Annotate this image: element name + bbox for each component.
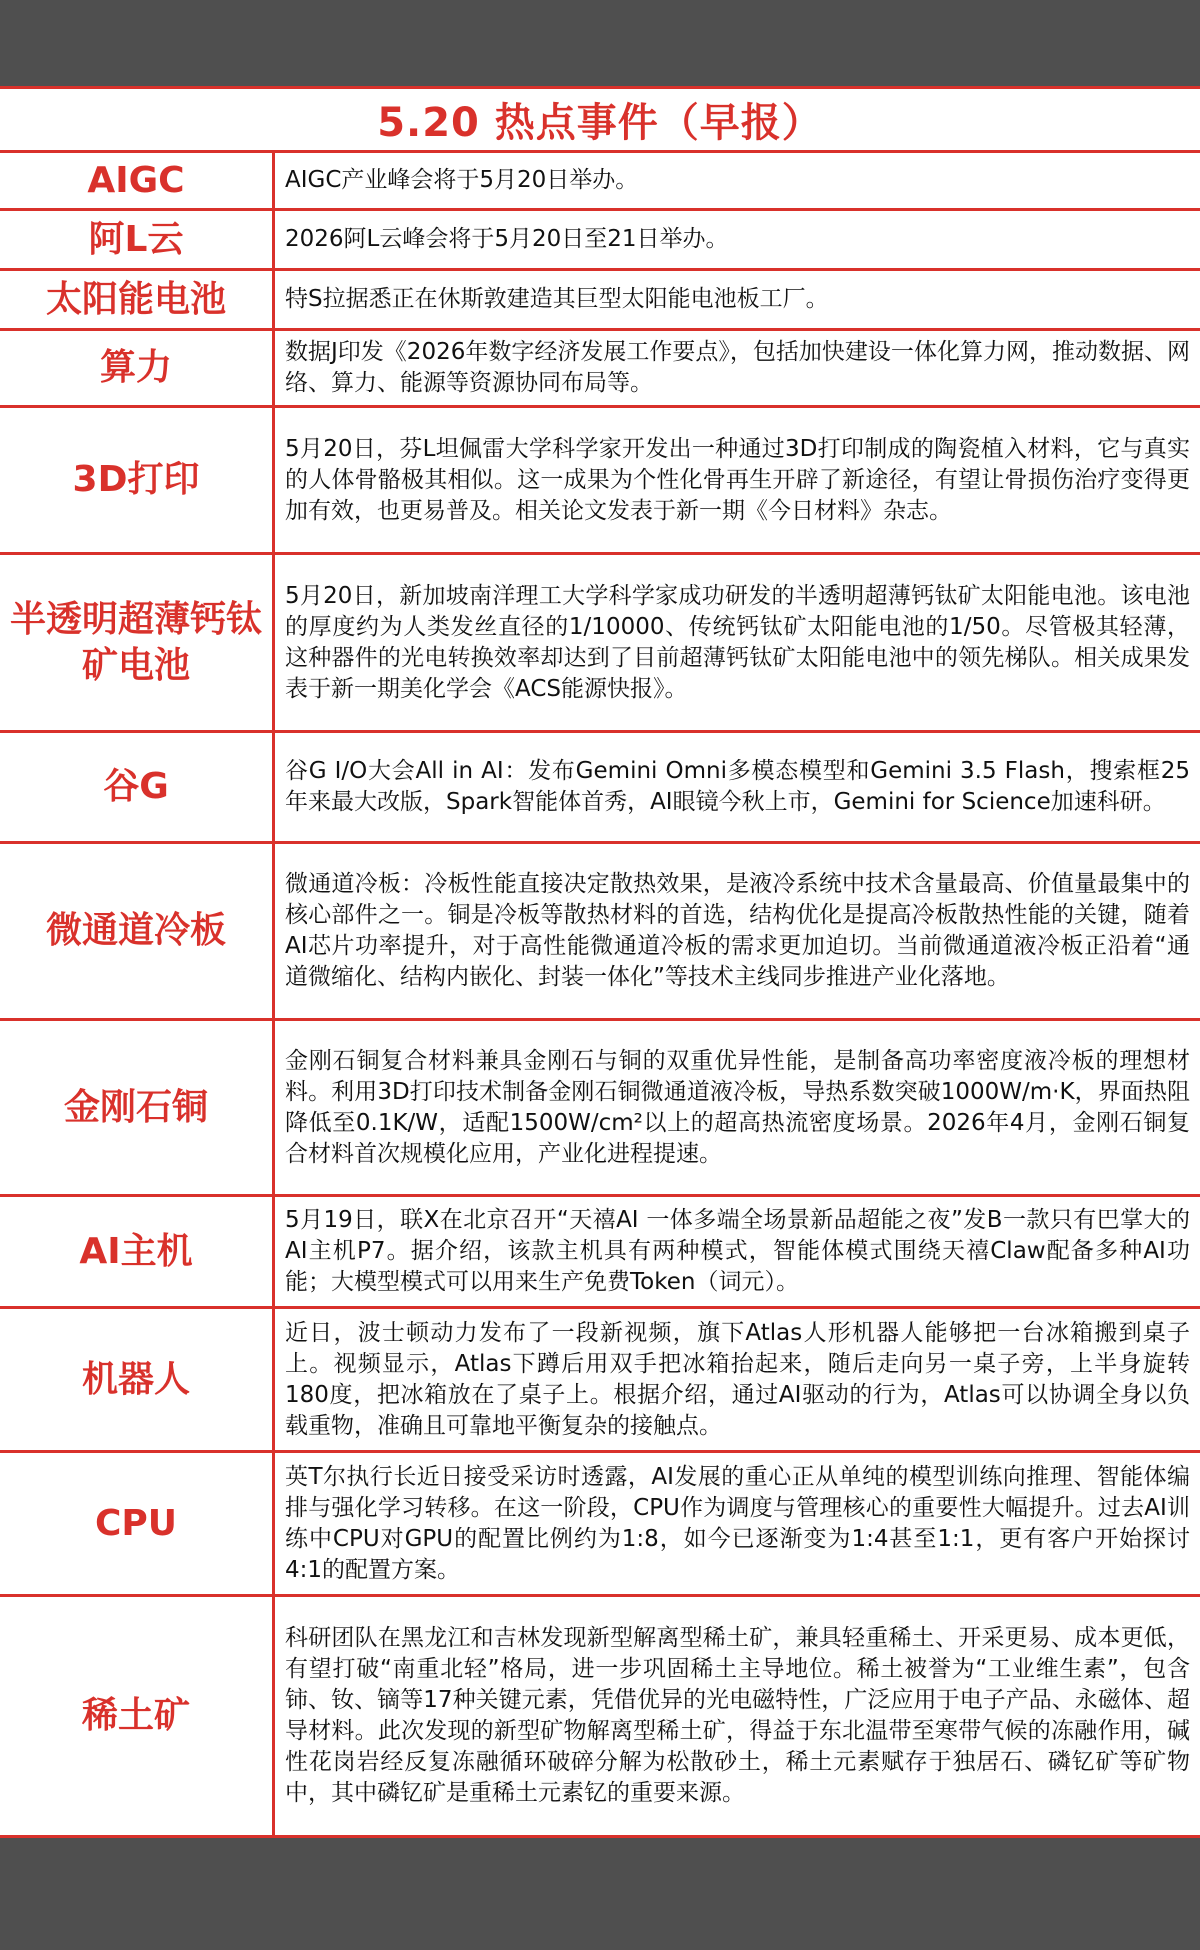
row-label: 3D打印 [0, 408, 275, 552]
row-label: 谷G [0, 733, 275, 841]
table-row [0, 1021, 1200, 1197]
row-label: 微通道冷板 [0, 844, 275, 1018]
table-row [0, 1309, 1200, 1453]
table-row [0, 1453, 1200, 1597]
row-content: 谷G I/O大会All in AI：发布Gemini Omni多模态模型和Gemini 3.5 Flash，搜索框25年来最大改版，Spark智能体首秀，AI眼镜今秋上市，Gemini for Science加速科研。 [285, 758, 1190, 815]
row-content: 特S拉据悉正在休斯敦建造其巨型太阳能电池板工厂。 [285, 286, 829, 312]
table-row [0, 1197, 1200, 1309]
row-label: 阿L云 [0, 211, 275, 268]
title-row [0, 89, 1200, 153]
table-row [0, 153, 1200, 211]
table-row [0, 555, 1200, 733]
row-label: 太阳能电池 [0, 271, 275, 328]
row-label: 金刚石铜 [0, 1021, 275, 1194]
row-label: 半透明超薄钙钛矿电池 [0, 555, 275, 730]
table-row [0, 1597, 1200, 1835]
table-row [0, 331, 1200, 408]
row-content: 金刚石铜复合材料兼具金刚石与铜的双重优异性能，是制备高功率密度液冷板的理想材料。利用3D打印技术制备金刚石铜微通道液冷板，导热系数突破1000W/m·K，界面热阻降低至0.1K/W，适配1500W/cm²以上的超高热流密度场景。2026年4月，金刚石铜复合材料首次规模化应用，产业化进程提速。 [285, 1047, 1190, 1167]
row-content: 微通道冷板：冷板性能直接决定散热效果，是液冷系统中技术含量最高、价值量最集中的核心部件之一。铜是冷板等散热材料的首选，结构优化是提高冷板散热性能的关键，随着AI芯片功率提升，对于高性能微通道冷板的需求更加迫切。当前微通道液冷板正沿着“通道微缩化、结构内嵌化、封装一体化”等技术主线同步推进产业化落地。 [285, 871, 1190, 990]
row-content: 5月20日，芬L坦佩雷大学科学家开发出一种通过3D打印制成的陶瓷植入材料，它与真实的人体骨骼极其相似。这一成果为个性化骨再生开辟了新途径，有望让骨损伤治疗变得更加有效，也更易普及。相关论文发表于新一期《今日材料》杂志。 [285, 435, 1190, 524]
table-row [0, 271, 1200, 331]
page-title: 5.20 热点事件（早报） [377, 100, 823, 146]
row-label: AI主机 [0, 1197, 275, 1306]
table-row [0, 211, 1200, 271]
row-content: 5月19日，联X在北京召开“天禧AI 一体多端全场景新品超能之夜”发B一款只有巴掌大的AI主机P7。据介绍，该款主机具有两种模式，智能体模式围绕天禧Claw配备多种AI功能；大模型模式可以用来生产免费Token（词元）。 [285, 1207, 1190, 1295]
row-label: 机器人 [0, 1309, 275, 1450]
row-content: 科研团队在黑龙江和吉林发现新型解离型稀土矿，兼具轻重稀土、开采更易、成本更低，有望打破“南重北轻”格局，进一步巩固稀土主导地位。稀土被誉为“工业维生素”，包含铈、钕、镝等17种关键元素，凭借优异的光电磁特性，广泛应用于电子产品、永磁体、超导材料。此次发现的新型矿物解离型稀土矿，得益于东北温带至寒带气候的冻融作用，碱性花岗岩经反复冻融循环破碎分解为松散砂土，稀土元素赋存于独居石、磷钇矿等矿物中，其中磷钇矿是重稀土元素钇的重要来源。 [285, 1625, 1190, 1806]
table-row [0, 408, 1200, 555]
row-content: AIGC产业峰会将于5月20日举办。 [285, 167, 639, 193]
row-label: CPU [0, 1453, 275, 1594]
table-row [0, 844, 1200, 1021]
hot-events-table [0, 86, 1200, 1838]
event-rows [0, 153, 1200, 1835]
row-content: 英T尔执行长近日接受采访时透露，AI发展的重心正从单纯的模型训练向推理、智能体编排与强化学习转移。在这一阶段，CPU作为调度与管理核心的重要性大幅提升。过去AI训练中CPU对GPU的配置比例约为1:8，如今已逐渐变为1:4甚至1:1，更有客户开始探讨4:1的配置方案。 [285, 1463, 1190, 1583]
table-row [0, 733, 1200, 844]
row-label: AIGC [0, 153, 275, 208]
row-content: 2026阿L云峰会将于5月20日至21日举办。 [285, 226, 729, 252]
row-content: 近日，波士顿动力发布了一段新视频，旗下Atlas人形机器人能够把一台冰箱搬到桌子上。视频显示，Atlas下蹲后用双手把冰箱抬起来，随后走向另一桌子旁，上半身旋转180度，把冰箱放在了桌子上。根据介绍，通过AI驱动的行为，Atlas可以协调全身以负载重物，准确且可靠地平衡复杂的接触点。 [285, 1319, 1190, 1439]
row-content: 5月20日，新加坡南洋理工大学科学家成功研发的半透明超薄钙钛矿太阳能电池。该电池的厚度约为人类发丝直径的1/10000、传统钙钛矿太阳能电池的1/50。尽管极其轻薄，这种器件的光电转换效率却达到了目前超薄钙钛矿太阳能电池中的领先梯队。相关成果发表于新一期美化学会《ACS能源快报》。 [285, 582, 1190, 702]
row-content: 数据J印发《2026年数字经济发展工作要点》，包括加快建设一体化算力网，推动数据、网络、算力、能源等资源协同布局等。 [285, 339, 1190, 396]
row-label: 算力 [0, 331, 275, 405]
row-label: 稀土矿 [0, 1597, 275, 1835]
